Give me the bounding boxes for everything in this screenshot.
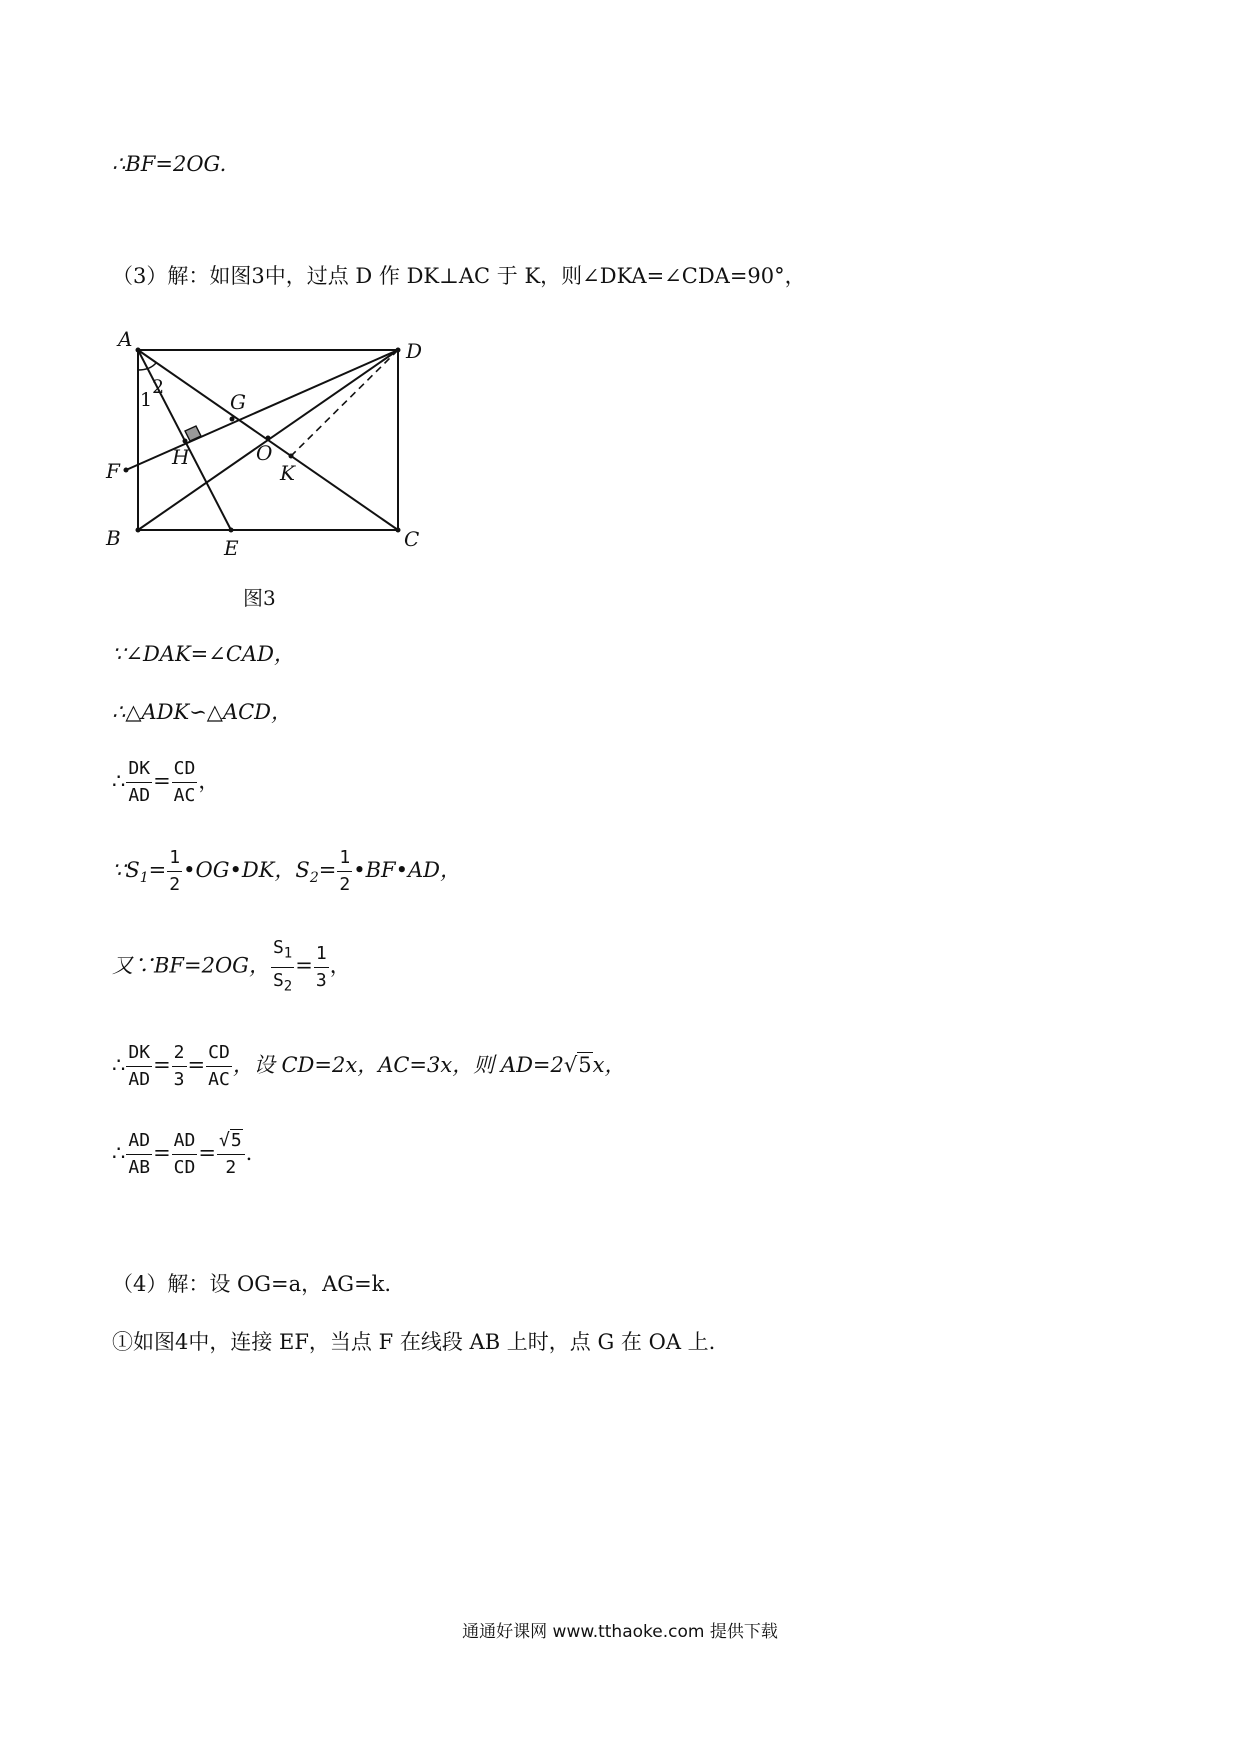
dashed-dk	[291, 350, 398, 456]
label-f: F	[106, 459, 120, 483]
conclusion-line: ∴BF=2OG.	[112, 152, 227, 176]
step-area-ratio: 又∵BF=2OG， $\frac{S_1}{S_2}$ = $\frac{1}{3}$ ，	[112, 937, 351, 995]
figure-caption: 图3	[243, 586, 276, 610]
footer-source: 通通好课网 www.tthaoke.com 提供下载	[462, 1622, 778, 1642]
step-final-ratio: ∴ $\frac{AD}{AB}$ = $\frac{AD}{CD}$ = $\frac{√5}{2}$ .	[112, 1130, 253, 1178]
label-c: C	[404, 527, 420, 551]
label-g: G	[230, 390, 246, 414]
label-h: H	[172, 445, 190, 469]
step-similar: ∴△ADK∽△ACD，	[112, 700, 293, 724]
label-o: O	[256, 441, 273, 465]
step-areas: $\because S_1=$ $\frac{1}{2}$ •OG•DK，$S_2=$ $\frac{1}{2}$ •BF•AD，	[112, 847, 461, 895]
part4-intro: （4）解：设 OG=a，AG=k.	[112, 1272, 392, 1296]
figure-3-diagram	[106, 327, 432, 590]
label-b: B	[106, 526, 121, 550]
label-d: D	[406, 339, 423, 363]
step-angle-equal: ∵∠DAK=∠CAD，	[112, 642, 295, 666]
step-ratio: ∴ $\frac{DK}{AD}$ = $\frac{CD}{AC}$ ，	[112, 758, 220, 806]
step-set-variables: ∴ $\frac{DK}{AD}$ = $\frac{2}{3}$ = $\frac{CD}{AC}$ ，设 CD=2x，AC=3x，则 AD=2√5x，	[112, 1042, 626, 1090]
label-k: K	[280, 461, 295, 485]
angle-label-1: 1	[140, 389, 153, 411]
label-a: A	[118, 327, 133, 351]
label-e: E	[224, 536, 239, 560]
angle-label-2: 2	[152, 376, 165, 398]
part3-intro: （3）解：如图3中，过点 D 作 DK⊥AC 于 K，则∠DKA=∠CDA=90°，	[112, 264, 806, 288]
part4-case1: ①如图4中，连接 EF，当点 F 在线段 AB 上时，点 G 在 OA 上.	[112, 1330, 716, 1354]
